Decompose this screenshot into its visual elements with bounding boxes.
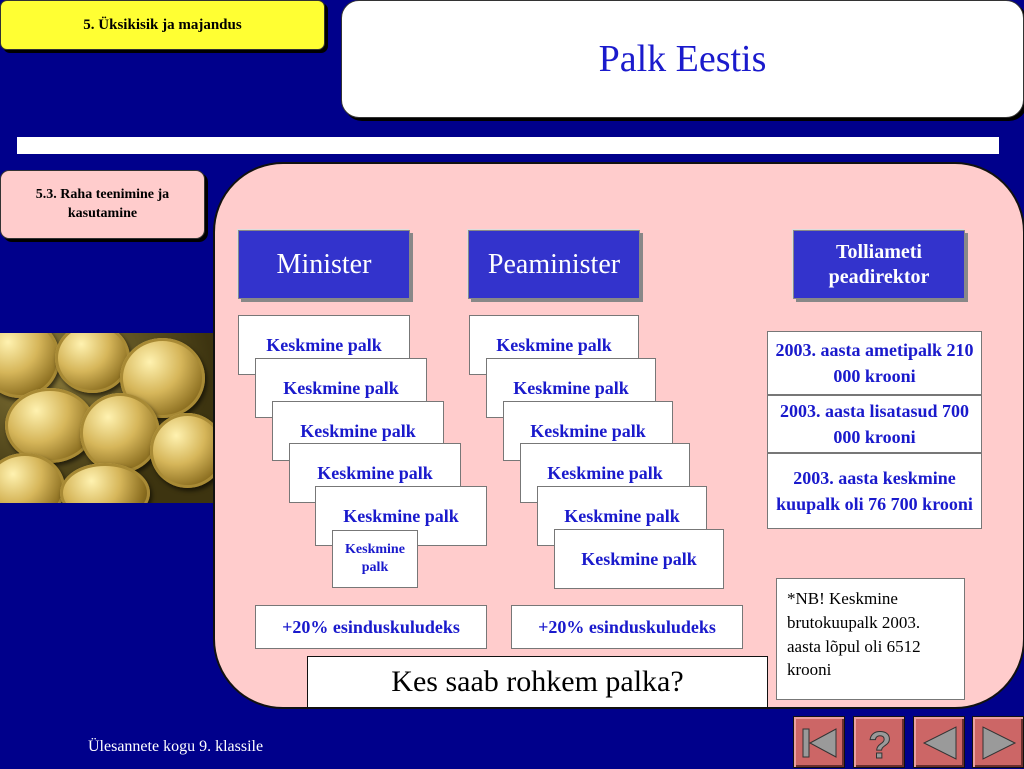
minister-salary-box: Keskmine palk: [272, 401, 444, 461]
svg-text:?: ?: [868, 725, 892, 767]
next-button[interactable]: [972, 716, 1024, 768]
nb-note: *NB! Keskmine brutokuupalk 2003. aasta lõpul oli 6512 krooni: [776, 578, 965, 700]
section-tag: 5.3. Raha teenimine ja kasutamine: [0, 170, 205, 239]
chapter-tag: 5. Üksikisik ja majandus: [0, 0, 325, 50]
minister-salary-box: Keskmine palk: [315, 486, 487, 546]
pm-salary-box: Keskmine palk: [537, 486, 707, 546]
pm-salary-box: Keskmine palk: [520, 443, 690, 503]
pm-salary-box: Keskmine palk: [503, 401, 673, 461]
first-page-icon: [794, 717, 846, 769]
minister-expenses: +20% esinduskuludeks: [255, 605, 487, 649]
pm-salary-box: Keskmine palk: [469, 315, 639, 375]
minister-salary-box: Keskmine palk: [289, 443, 461, 503]
pm-expenses: +20% esinduskuludeks: [511, 605, 743, 649]
help-icon: [854, 717, 906, 769]
divider: [17, 137, 999, 154]
next-icon: [973, 717, 1024, 769]
page-title: Palk Eestis: [341, 0, 1024, 118]
question-box: Kes saab rohkem palka?: [307, 656, 768, 708]
customs-salary-info: 2003. aasta ametipalk 210 000 krooni: [767, 331, 982, 395]
minister-salary-box-partial: Keskmine palk: [332, 530, 418, 588]
previous-button[interactable]: [913, 716, 965, 768]
previous-icon: [914, 717, 966, 769]
minister-salary-box: Keskmine palk: [255, 358, 427, 418]
minister-header: Minister: [238, 230, 410, 299]
pm-header: Peaminister: [468, 230, 640, 299]
pm-salary-box: Keskmine palk: [554, 529, 724, 589]
pm-salary-box: Keskmine palk: [486, 358, 656, 418]
customs-average-info: 2003. aasta keskmine kuupalk oli 76 700 krooni: [767, 453, 982, 529]
first-page-button[interactable]: [793, 716, 845, 768]
customs-header: Tolliameti peadirektor: [793, 230, 965, 299]
minister-salary-box: Keskmine palk: [238, 315, 410, 375]
customs-bonus-info: 2003. aasta lisatasud 700 000 krooni: [767, 395, 982, 453]
help-button[interactable]: [853, 716, 905, 768]
footer-text: Ülesannete kogu 9. klassile: [88, 738, 264, 755]
coins-image: [0, 333, 213, 503]
